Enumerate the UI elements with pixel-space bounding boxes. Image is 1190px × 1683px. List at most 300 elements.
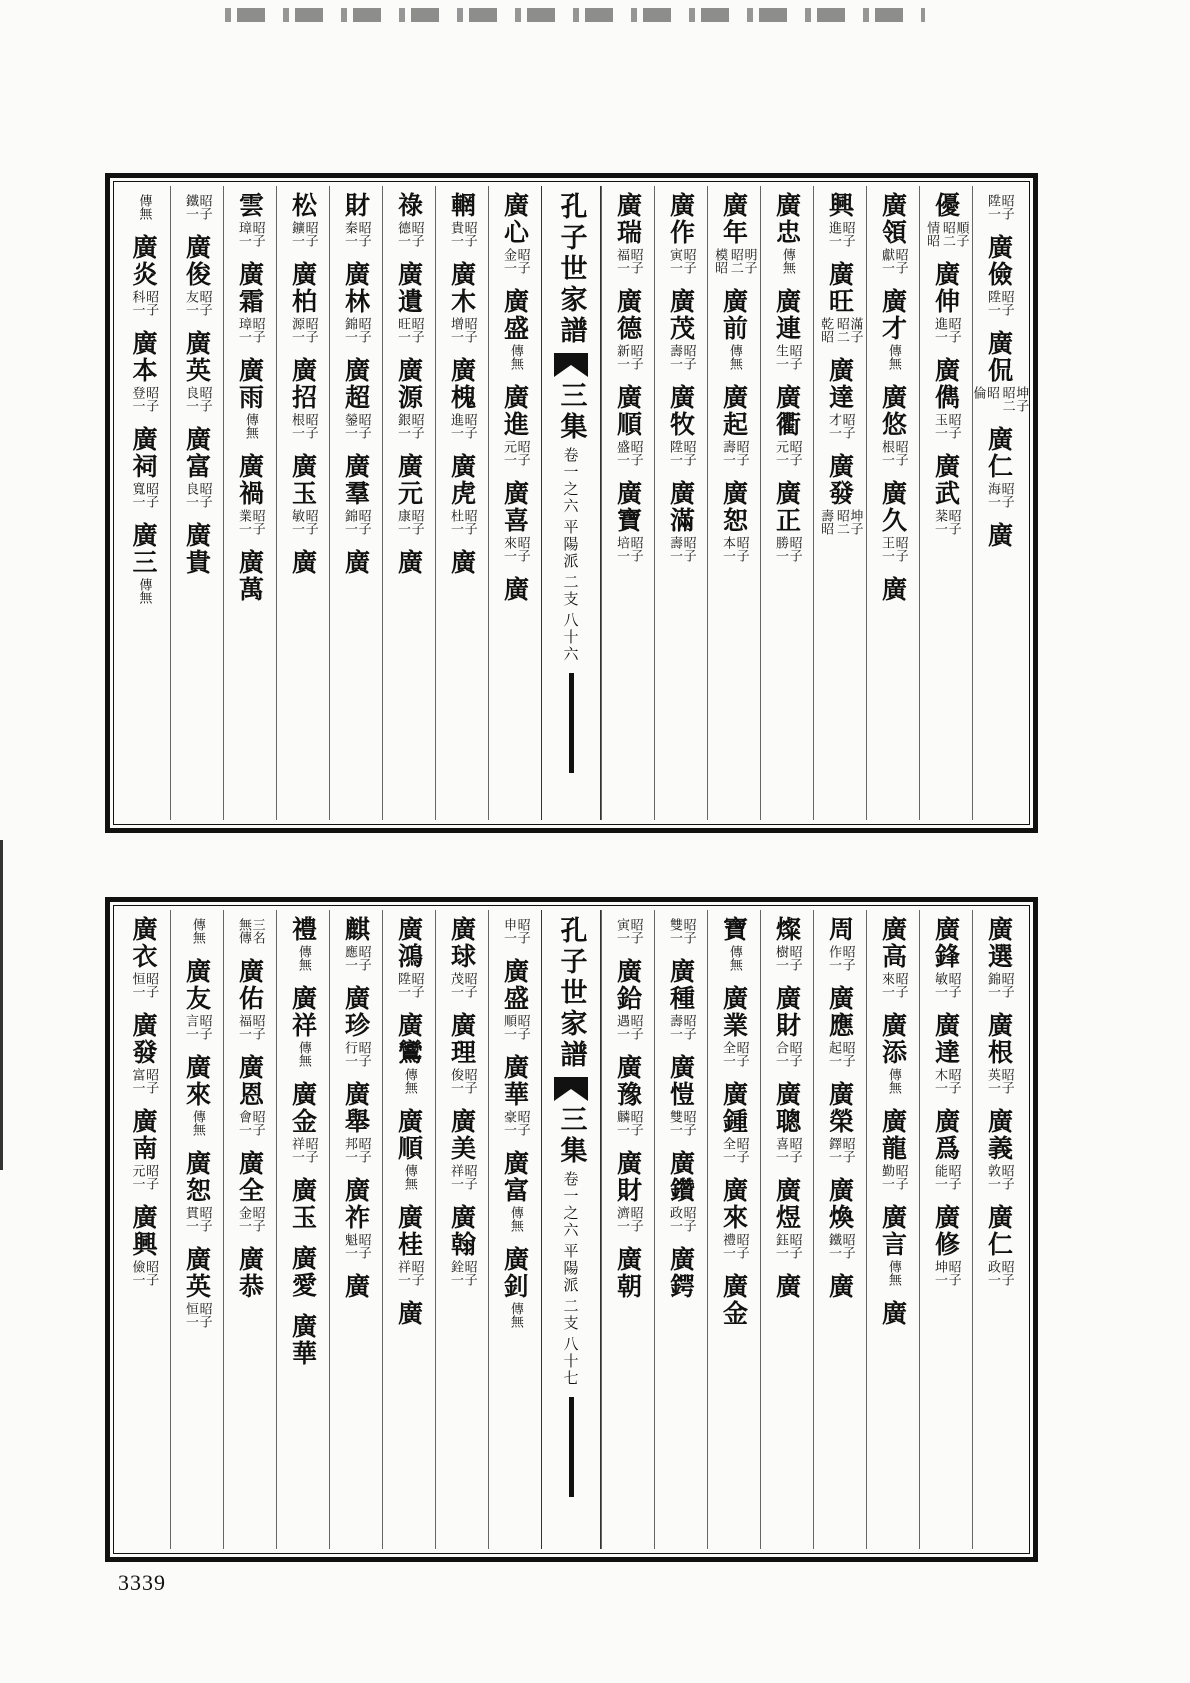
lineage-note-group bbox=[130, 386, 157, 412]
person-name: 廣才 bbox=[878, 288, 908, 342]
margin-bar bbox=[569, 673, 574, 773]
person-entry bbox=[288, 1245, 318, 1299]
lineage-note: 昭子 來一 bbox=[879, 972, 908, 998]
lineage-note: 昭子 康一 bbox=[395, 509, 424, 535]
person-name: 廣財 bbox=[613, 1150, 643, 1204]
lineage-note: 昭子 麟一 bbox=[614, 1110, 643, 1136]
person-entry bbox=[342, 916, 369, 971]
lineage-note-group bbox=[720, 1233, 747, 1259]
sub-branch-label: 二支 bbox=[561, 1298, 580, 1332]
person-name: 雲 bbox=[235, 192, 265, 219]
lineage-note: 昭子 陞一 bbox=[985, 290, 1014, 316]
person-name: 廣順 bbox=[613, 384, 643, 438]
lineage-note: 昭子 貫一 bbox=[183, 1206, 212, 1232]
person-name: 廣茂 bbox=[666, 288, 696, 342]
lineage-note: 昭子 全一 bbox=[720, 1137, 749, 1163]
lineage-note-group bbox=[236, 918, 263, 944]
person-name: 廣忠 bbox=[772, 192, 802, 246]
lineage-note-group bbox=[296, 1041, 310, 1067]
lineage-note-group bbox=[819, 509, 862, 535]
person-name: 廣寶 bbox=[613, 480, 643, 534]
person-entry bbox=[773, 916, 800, 971]
lineage-note: 昭子 俊一 bbox=[448, 1068, 477, 1094]
lineage-note-group bbox=[342, 221, 369, 247]
person-name: 優 bbox=[931, 192, 961, 219]
person-entry bbox=[342, 261, 369, 343]
lineage-note-group bbox=[342, 317, 369, 343]
lineage-note: 昭子 喜一 bbox=[773, 1137, 802, 1163]
lineage-note-group bbox=[501, 536, 528, 562]
genealogy-column bbox=[329, 910, 382, 1549]
lineage-note: 昭子 根一 bbox=[289, 413, 318, 439]
lineage-note: 昭子 金一 bbox=[236, 1206, 265, 1232]
person-entry bbox=[879, 916, 906, 998]
person-entry bbox=[395, 261, 422, 343]
person-name: 廣英 bbox=[182, 1246, 212, 1300]
person-name: 廣爲 bbox=[931, 1108, 961, 1162]
lineage-note-group bbox=[501, 248, 528, 274]
lineage-note-group bbox=[289, 509, 316, 535]
person-entry bbox=[500, 288, 530, 370]
lineage-note: 昭子 言一 bbox=[183, 1014, 212, 1040]
person-name: 廣華 bbox=[500, 1054, 530, 1108]
lineage-note: 昭子 鐵一 bbox=[826, 1233, 855, 1259]
lineage-note: 傳無 bbox=[507, 1302, 523, 1328]
person-name: 廣羣 bbox=[341, 453, 371, 507]
person-name: 廣祠 bbox=[129, 426, 158, 480]
volume-label: 三集 bbox=[555, 1105, 587, 1167]
person-entry bbox=[342, 985, 369, 1067]
lineage-note-group bbox=[932, 972, 959, 998]
person-entry bbox=[394, 549, 424, 576]
person-entry bbox=[448, 1108, 475, 1190]
genealogy-panel-top bbox=[105, 173, 1038, 833]
person-name: 廣三 bbox=[129, 522, 158, 576]
person-name: 廣旺 bbox=[825, 261, 855, 315]
lineage-note-group bbox=[508, 1302, 522, 1328]
person-entry bbox=[719, 288, 749, 370]
person-entry bbox=[713, 192, 756, 274]
lineage-note: 昭子 茂一 bbox=[448, 972, 477, 998]
lineage-note: 昭子 壽一 bbox=[667, 1014, 696, 1040]
lineage-note: 傳無 bbox=[401, 1068, 417, 1094]
lineage-note: 傳無 bbox=[189, 918, 205, 944]
lineage-note-group bbox=[614, 440, 641, 466]
person-entry bbox=[342, 192, 369, 247]
person-name: 廣球 bbox=[447, 916, 477, 970]
genealogy-column bbox=[223, 910, 276, 1549]
person-name: 廣英 bbox=[182, 330, 212, 384]
person-entry bbox=[236, 192, 263, 247]
lineage-note-group bbox=[667, 344, 694, 370]
person-name: 禮 bbox=[288, 916, 318, 943]
person-entry bbox=[985, 192, 1012, 220]
genealogy-column bbox=[707, 186, 760, 820]
lineage-note: 昭子 源一 bbox=[289, 317, 318, 343]
lineage-note-group bbox=[879, 536, 906, 562]
lineage-note-group bbox=[667, 1206, 694, 1232]
lineage-note-group bbox=[448, 1260, 475, 1286]
genealogy-column bbox=[601, 910, 654, 1549]
lineage-note: 昭子 敏一 bbox=[289, 509, 318, 535]
person-entry bbox=[342, 357, 369, 439]
person-entry bbox=[501, 1054, 528, 1136]
person-entry bbox=[614, 480, 641, 562]
lineage-note: 昭子 政一 bbox=[985, 1260, 1014, 1286]
lineage-note-group bbox=[667, 918, 694, 944]
person-name: 廣佑 bbox=[235, 958, 265, 1012]
lineage-note: 昭子 祥一 bbox=[448, 1164, 477, 1190]
lineage-note-group bbox=[236, 1014, 263, 1040]
person-entry bbox=[985, 1108, 1012, 1190]
lineage-note-group bbox=[932, 1164, 959, 1190]
lineage-note: 昭子 登一 bbox=[129, 386, 159, 412]
person-name: 廣豫 bbox=[613, 1054, 643, 1108]
person-entry bbox=[878, 288, 908, 370]
person-entry bbox=[501, 916, 528, 944]
center-margin bbox=[541, 186, 601, 820]
person-entry bbox=[500, 576, 530, 603]
lineage-note: 傳無 bbox=[885, 344, 901, 370]
lineage-note-group bbox=[183, 194, 210, 220]
person-entry bbox=[932, 1108, 959, 1190]
person-entry bbox=[773, 1177, 800, 1259]
lineage-note-group bbox=[508, 344, 522, 370]
lineage-note-group bbox=[402, 1164, 416, 1190]
person-entry bbox=[137, 192, 151, 220]
person-entry bbox=[773, 480, 800, 562]
lineage-note: 昭子 海一 bbox=[985, 482, 1014, 508]
person-entry bbox=[448, 357, 475, 439]
lineage-note: 昭子 培一 bbox=[614, 536, 643, 562]
person-name: 祿 bbox=[394, 192, 424, 219]
lineage-note: 昭子 業一 bbox=[236, 509, 265, 535]
lineage-note-group bbox=[130, 290, 157, 316]
person-entry bbox=[183, 330, 210, 412]
genealogy-column bbox=[488, 910, 541, 1549]
person-entry bbox=[719, 1273, 749, 1327]
lineage-note: 傳無 bbox=[189, 1110, 205, 1136]
person-name: 廣鴻 bbox=[394, 916, 424, 970]
lineage-note-group bbox=[932, 413, 959, 439]
person-entry bbox=[773, 384, 800, 466]
person-entry bbox=[614, 958, 641, 1040]
person-name: 廣林 bbox=[341, 261, 371, 315]
person-name: 廣桂 bbox=[394, 1204, 424, 1258]
lineage-note: 昭子 獻一 bbox=[879, 248, 908, 274]
lineage-note-group bbox=[720, 1137, 747, 1163]
person-entry bbox=[131, 522, 156, 604]
person-name: 財 bbox=[341, 192, 371, 219]
person-name: 廣煜 bbox=[772, 1177, 802, 1231]
lineage-note-group bbox=[727, 945, 741, 971]
person-entry bbox=[614, 288, 641, 370]
lineage-note-group bbox=[236, 221, 263, 247]
person-name: 廣悠 bbox=[878, 384, 908, 438]
lineage-note: 昭子 祥一 bbox=[395, 1260, 424, 1286]
person-entry bbox=[826, 1081, 853, 1163]
fishtail-mark-icon bbox=[554, 353, 588, 377]
lineage-note: 昭子 增一 bbox=[448, 317, 477, 343]
lineage-note-group bbox=[137, 194, 151, 220]
lineage-note-group bbox=[879, 440, 906, 466]
person-entry bbox=[130, 1204, 157, 1286]
genealogy-column bbox=[223, 186, 276, 820]
lineage-note-group bbox=[508, 1206, 522, 1232]
lineage-note: 傳無 bbox=[295, 945, 311, 971]
lineage-note-group bbox=[932, 1068, 959, 1094]
genealogy-column bbox=[813, 186, 866, 820]
person-entry bbox=[879, 192, 906, 274]
genealogy-column bbox=[329, 186, 382, 820]
person-name: 廣恕 bbox=[182, 1150, 212, 1204]
person-entry bbox=[342, 1177, 369, 1259]
lineage-note-group bbox=[395, 509, 422, 535]
lineage-note-group bbox=[130, 482, 157, 508]
genealogy-column bbox=[866, 910, 919, 1549]
person-name: 廣瑞 bbox=[613, 192, 643, 246]
lineage-note-group bbox=[985, 1068, 1012, 1094]
person-entry bbox=[341, 549, 371, 576]
person-name: 廣 bbox=[878, 1300, 908, 1327]
lineage-note-group bbox=[342, 1137, 369, 1163]
person-entry bbox=[288, 1177, 318, 1231]
person-name: 廣義 bbox=[984, 1108, 1014, 1162]
lineage-note-group bbox=[886, 344, 900, 370]
lineage-note: 傳無 bbox=[507, 344, 523, 370]
lineage-note: 昭子 濟一 bbox=[614, 1206, 643, 1232]
person-entry bbox=[341, 1273, 371, 1300]
person-entry bbox=[236, 958, 263, 1040]
lineage-note-group bbox=[501, 918, 528, 944]
lineage-note: 昭子 禮一 bbox=[720, 1233, 749, 1259]
lineage-note: 昭 倫 bbox=[970, 386, 999, 399]
person-entry bbox=[773, 288, 800, 370]
person-entry bbox=[772, 1273, 802, 1300]
person-entry bbox=[720, 1081, 747, 1163]
lineage-note: 傳無 bbox=[507, 1206, 523, 1232]
person-entry bbox=[236, 453, 263, 535]
lineage-note-group bbox=[614, 248, 641, 274]
genealogy-column bbox=[707, 910, 760, 1549]
person-entry bbox=[878, 576, 908, 603]
person-name: 廣恕 bbox=[719, 480, 749, 534]
person-name: 廣業 bbox=[719, 985, 749, 1039]
lineage-note-group bbox=[395, 972, 422, 998]
lineage-note-group bbox=[236, 1110, 263, 1136]
person-name: 廣遺 bbox=[394, 261, 424, 315]
person-entry bbox=[501, 384, 528, 466]
lineage-note: 昭子 鐸一 bbox=[826, 1137, 855, 1163]
lineage-note: 昭子 秦一 bbox=[342, 221, 371, 247]
person-name: 廣根 bbox=[984, 1012, 1014, 1066]
lineage-note-group bbox=[614, 1110, 641, 1136]
lineage-note-group bbox=[501, 1014, 528, 1040]
person-entry bbox=[720, 480, 747, 562]
person-name: 廣種 bbox=[666, 958, 696, 1012]
person-name: 廣釗 bbox=[500, 1246, 530, 1300]
genealogy-column bbox=[866, 186, 919, 820]
person-entry bbox=[773, 1081, 800, 1163]
person-entry bbox=[500, 1246, 530, 1328]
person-name: 廣心 bbox=[500, 192, 530, 246]
lineage-note-group bbox=[826, 1137, 853, 1163]
lineage-note: 坤子 昭二 bbox=[999, 386, 1029, 412]
person-entry bbox=[236, 1150, 263, 1232]
person-entry bbox=[985, 426, 1012, 508]
person-entry bbox=[932, 261, 959, 343]
lineage-note: 昭子 玉一 bbox=[932, 413, 961, 439]
person-entry bbox=[614, 1150, 641, 1232]
person-name: 廣儁 bbox=[931, 357, 961, 411]
person-name: 廣超 bbox=[341, 357, 371, 411]
lineage-note: 昭子 貴一 bbox=[448, 221, 477, 247]
person-name: 廣仁 bbox=[984, 426, 1014, 480]
person-entry bbox=[130, 234, 157, 316]
lineage-note: 昭子 敦一 bbox=[985, 1164, 1014, 1190]
person-entry bbox=[925, 192, 968, 247]
lineage-note-group bbox=[985, 194, 1012, 220]
lineage-note: 昭子 本一 bbox=[720, 536, 749, 562]
person-name: 廣 bbox=[984, 522, 1014, 549]
lineage-note: 傳無 bbox=[242, 413, 258, 439]
margin-bar bbox=[569, 1397, 574, 1497]
genealogy-column bbox=[170, 910, 223, 1549]
person-entry bbox=[448, 916, 475, 998]
lineage-note: 昭子 元一 bbox=[773, 440, 802, 466]
center-margin bbox=[541, 910, 601, 1549]
person-name: 廣鍔 bbox=[666, 1246, 696, 1300]
person-entry bbox=[394, 1108, 424, 1190]
person-name: 廣應 bbox=[825, 985, 855, 1039]
genealogy-column bbox=[654, 186, 707, 820]
person-name: 廣進 bbox=[500, 384, 530, 438]
fishtail-mark-icon bbox=[554, 1077, 588, 1101]
lineage-note: 昭子 銓一 bbox=[448, 1260, 477, 1286]
person-entry bbox=[773, 985, 800, 1067]
person-name: 廣來 bbox=[182, 1054, 212, 1108]
lineage-note-group bbox=[773, 945, 800, 971]
person-entry bbox=[236, 1054, 263, 1136]
lineage-note: 昭子 杜一 bbox=[448, 509, 477, 535]
person-entry bbox=[932, 1012, 959, 1094]
person-name: 廣木 bbox=[447, 261, 477, 315]
lineage-note-group bbox=[289, 317, 316, 343]
branch-label: 平陽派 bbox=[561, 1243, 580, 1294]
lineage-note-group bbox=[183, 1206, 210, 1232]
person-name: 廣起 bbox=[719, 384, 749, 438]
lineage-note: 傳無 bbox=[401, 1164, 417, 1190]
section-label: 卷一之六 bbox=[561, 447, 580, 515]
person-entry bbox=[879, 1108, 906, 1190]
lineage-note-group bbox=[773, 1233, 800, 1259]
person-name: 廣恩 bbox=[235, 1054, 265, 1108]
person-entry bbox=[448, 261, 475, 343]
person-entry bbox=[130, 1108, 157, 1190]
person-entry bbox=[235, 1246, 265, 1300]
lineage-note-group bbox=[985, 482, 1012, 508]
person-entry bbox=[236, 916, 263, 944]
person-entry bbox=[183, 1150, 210, 1232]
lineage-note-group bbox=[448, 972, 475, 998]
person-name: 廣選 bbox=[984, 916, 1014, 970]
lineage-note-group bbox=[342, 509, 369, 535]
person-entry bbox=[932, 357, 959, 439]
person-name: 廣本 bbox=[129, 330, 158, 384]
lineage-note-group bbox=[614, 536, 641, 562]
lineage-note: 昭子 良一 bbox=[183, 482, 212, 508]
genealogy-column bbox=[382, 186, 435, 820]
lineage-note-group bbox=[190, 1110, 204, 1136]
lineage-note-group bbox=[289, 413, 316, 439]
lineage-note: 昭子 錦一 bbox=[342, 509, 371, 535]
volume-label: 三集 bbox=[555, 381, 587, 443]
person-entry bbox=[448, 1012, 475, 1094]
lineage-note-group bbox=[236, 509, 263, 535]
person-name: 廣 bbox=[394, 549, 424, 576]
person-name: 廣鸞 bbox=[394, 1012, 424, 1066]
person-name: 廣翰 bbox=[447, 1204, 477, 1258]
person-entry bbox=[878, 1012, 908, 1094]
lineage-note: 昭子 鐵一 bbox=[183, 194, 212, 220]
genealogy-column bbox=[488, 186, 541, 820]
person-entry bbox=[826, 192, 853, 247]
person-name: 廣霜 bbox=[235, 261, 265, 315]
person-entry bbox=[182, 1054, 212, 1136]
lineage-note: 乾昭 bbox=[818, 317, 834, 343]
person-entry bbox=[879, 384, 906, 466]
person-name: 廣祚 bbox=[341, 1177, 371, 1231]
person-name: 興 bbox=[825, 192, 855, 219]
person-name: 廣炎 bbox=[129, 234, 158, 288]
column-row-top bbox=[118, 186, 1029, 820]
genealogy-column bbox=[919, 910, 972, 1549]
lineage-note-group bbox=[773, 1041, 800, 1067]
person-entry bbox=[614, 1054, 641, 1136]
lineage-note: 昭子 遇一 bbox=[614, 1014, 643, 1040]
book-title: 孔子世家譜 bbox=[555, 916, 587, 1071]
person-entry bbox=[878, 1300, 908, 1327]
lineage-note-group bbox=[448, 413, 475, 439]
person-entry bbox=[667, 480, 694, 562]
lineage-note-group bbox=[826, 1041, 853, 1067]
lineage-note: 傳無 bbox=[136, 578, 152, 604]
lineage-note-group bbox=[501, 1110, 528, 1136]
lineage-note: 昭子 璋一 bbox=[236, 317, 265, 343]
lineage-note: 傳無 bbox=[726, 344, 742, 370]
lineage-note: 明子 昭二 bbox=[727, 248, 757, 274]
person-entry bbox=[288, 985, 318, 1067]
person-name: 廣牧 bbox=[666, 384, 696, 438]
genealogy-column bbox=[117, 910, 170, 1549]
lineage-note: 昭子 政一 bbox=[667, 1206, 696, 1232]
person-entry bbox=[501, 480, 528, 562]
person-entry bbox=[448, 192, 475, 247]
lineage-note-group bbox=[819, 317, 862, 343]
person-name: 廣修 bbox=[931, 1204, 961, 1258]
person-entry bbox=[667, 1150, 694, 1232]
genealogy-column bbox=[117, 186, 170, 820]
person-name: 廣發 bbox=[129, 1012, 158, 1066]
person-entry bbox=[394, 1012, 424, 1094]
lineage-note-group bbox=[614, 918, 641, 944]
person-entry bbox=[985, 234, 1012, 316]
lineage-note-group bbox=[879, 972, 906, 998]
lineage-note: 壽昭 bbox=[818, 509, 834, 535]
person-entry bbox=[395, 1204, 422, 1286]
person-name: 廣高 bbox=[878, 916, 908, 970]
person-name: 廣雨 bbox=[235, 357, 265, 411]
